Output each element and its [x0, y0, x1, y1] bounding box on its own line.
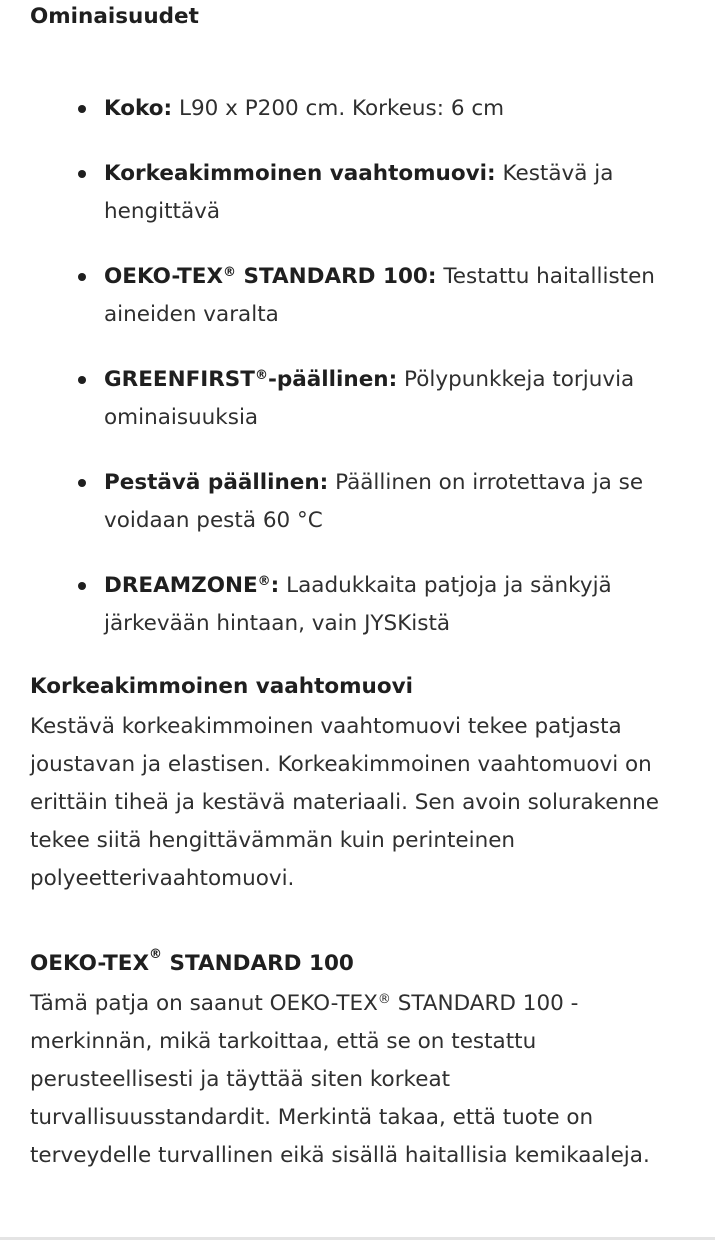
registered-mark: ®	[223, 265, 237, 280]
foam-heading: Korkeakimmoinen vaahtomuovi	[30, 674, 414, 699]
feature-term: Koko:	[104, 96, 173, 121]
feature-item-foam	[0, 155, 715, 231]
feature-term: Pestävä päällinen:	[104, 470, 329, 495]
feature-text: Laadukkaita patjoja ja sänkyjä järkevään hintaan, vain JYSKistä	[104, 573, 612, 636]
feature-item-greenfirst	[0, 361, 715, 437]
feature-item-size	[0, 90, 715, 128]
feature-term: DREAMZONE®:	[104, 573, 280, 598]
feature-text: Pölypunkkeja torjuvia ominaisuuksia	[104, 367, 635, 430]
registered-mark: ®	[254, 368, 268, 383]
feature-text: Päällinen on irrotettava ja se voidaan pestä 60 °C	[104, 470, 644, 533]
oeko-tex-heading: OEKO-TEX® STANDARD 100	[30, 947, 354, 976]
feature-term: OEKO-TEX® STANDARD 100:	[104, 264, 437, 289]
feature-item-oeko-tex	[0, 258, 715, 334]
registered-mark: ®	[377, 992, 391, 1007]
feature-text: Testattu haitallisten aineiden varalta	[104, 264, 655, 327]
feature-term: GREENFIRST®-päällinen:	[104, 367, 398, 392]
registered-mark: ®	[149, 947, 163, 962]
feature-text: Kestävä ja hengittävä	[104, 161, 614, 224]
feature-item-washable-cover	[0, 464, 715, 540]
features-heading: Ominaisuudet	[30, 4, 199, 29]
feature-term: Korkeakimmoinen vaahtomuovi:	[104, 161, 496, 186]
feature-item-dreamzone	[0, 567, 715, 643]
oeko-tex-description: Tämä patja on saanut OEKO-TEX® STANDARD 100 -merkinnän, mikä tarkoittaa, että se on testattu perusteellisesti ja täyttää siten korkeat turvallisuusstandardit. Merkintä takaa, että tuote on terveydelle turvallinen eikä sisällä haitallisia kemikaaleja.	[30, 991, 650, 1168]
registered-mark: ®	[257, 574, 271, 589]
foam-description: Kestävä korkeakimmoinen vaahtomuovi tekee patjasta joustavan ja elastisen. Korkeakimmoinen vaahtomuovi on erittäin tiheä ja kestävä materiaali. Sen avoin solurakenne tekee siitä hengittävämmän kuin perinteinen polyeetterivaahtomuovi.	[30, 714, 659, 891]
features-list	[0, 90, 715, 670]
feature-text: L90 x P200 cm. Korkeus: 6 cm	[172, 96, 505, 121]
